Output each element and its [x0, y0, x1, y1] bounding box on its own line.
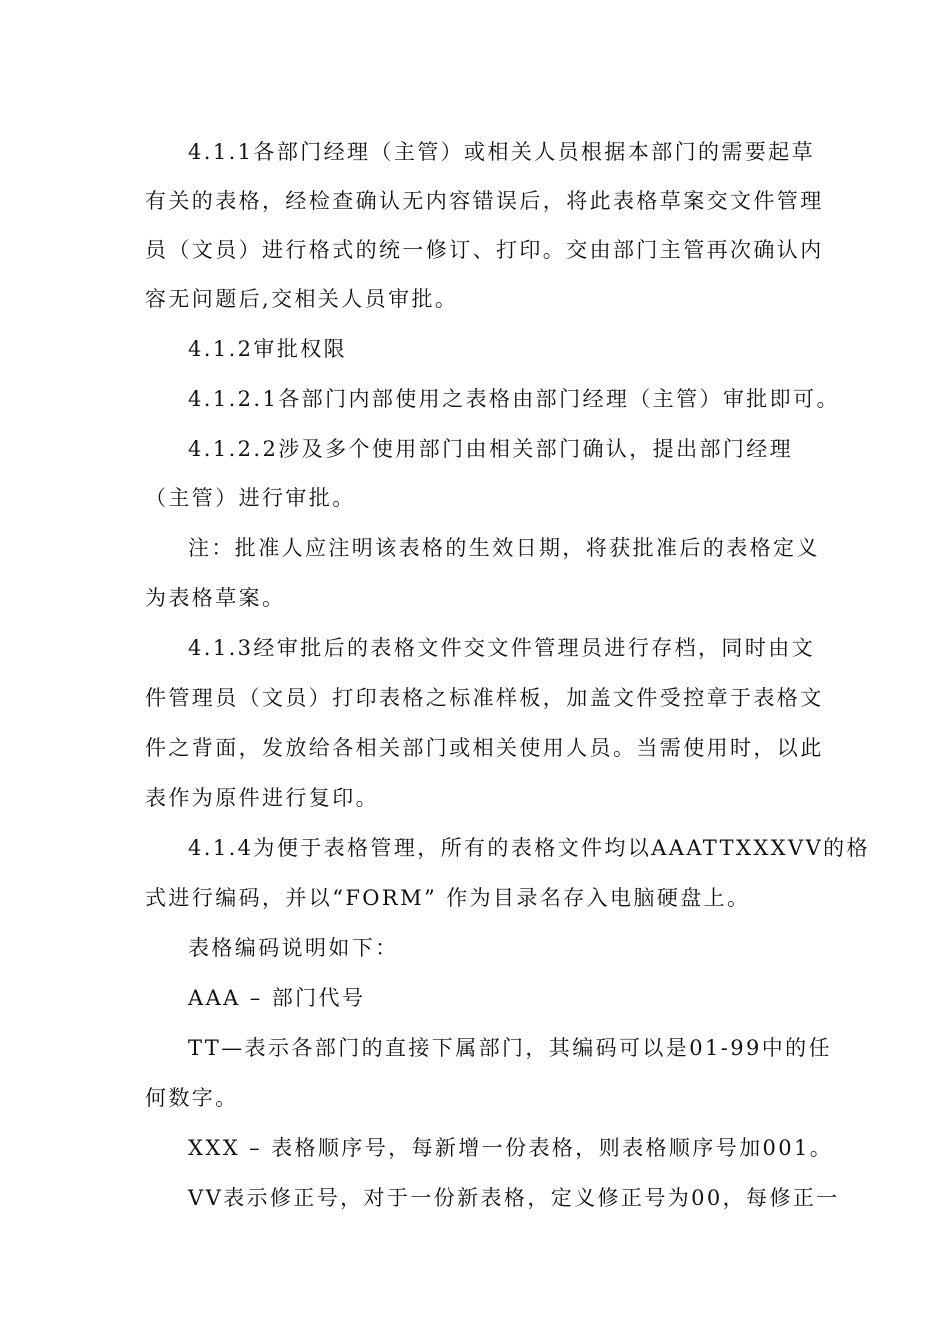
paragraph-4-1-1-line-1: 4.1.1各部门经理（主管）或相关人员根据本部门的需要起草	[188, 140, 816, 164]
paragraph-4-1-4-line-1: 4.1.4为便于表格管理，所有的表格文件均以AAATTXXXVV的格	[188, 836, 870, 860]
paragraph-4-1-1-line-4: 容无问题后,交相关人员审批。	[145, 287, 459, 311]
paragraph-4-1-3-line-1: 4.1.3经审批后的表格文件交文件管理员进行存档，同时由文	[188, 636, 816, 660]
paragraph-4-1-3-line-3: 件之背面，发放给各相关部门或相关使用人员。当需使用时，以此	[145, 736, 824, 760]
coding-explanation-heading: 表格编码说明如下：	[188, 936, 399, 960]
paragraph-4-1-2-2-line-2: （主管）进行审批。	[145, 486, 356, 510]
heading-4-1-2: 4.1.2审批权限	[188, 337, 348, 361]
coding-vv-description: VV表示修正号，对于一份新表格，定义修正号为00，每修正一	[188, 1186, 840, 1210]
paragraph-4-1-1-line-3: 员（文员）进行格式的统一修订、打印。交由部门主管再次确认内	[145, 238, 824, 262]
paragraph-4-1-3-line-2: 件管理员（文员）打印表格之标准样板，加盖文件受控章于表格文	[145, 686, 824, 710]
coding-xxx-description: XXX – 表格顺序号，每新增一份表格，则表格顺序号加001。	[188, 1136, 834, 1160]
coding-tt-description-line-1: TT—表示各部门的直接下属部门，其编码可以是01-99中的任	[188, 1036, 832, 1060]
coding-tt-description-line-2: 何数字。	[145, 1086, 239, 1110]
paragraph-4-1-2-2-line-1: 4.1.2.2涉及多个使用部门由相关部门确认，提出部门经理	[188, 437, 794, 461]
note-line-1: 注：批准人应注明该表格的生效日期，将获批准后的表格定义	[188, 536, 820, 560]
note-line-2: 为表格草案。	[145, 586, 286, 610]
paragraph-4-1-1-line-2: 有关的表格，经检查确认无内容错误后，将此表格草案交文件管理	[145, 189, 824, 213]
paragraph-4-1-4-line-2: 式进行编码，并以“FORM” 作为目录名存入电脑硬盘上。	[145, 886, 751, 910]
coding-aaa-description: AAA – 部门代号	[188, 986, 366, 1010]
paragraph-4-1-2-1: 4.1.2.1各部门内部使用之表格由部门经理（主管）审批即可。	[188, 387, 840, 411]
paragraph-4-1-3-line-4: 表作为原件进行复印。	[145, 786, 379, 810]
